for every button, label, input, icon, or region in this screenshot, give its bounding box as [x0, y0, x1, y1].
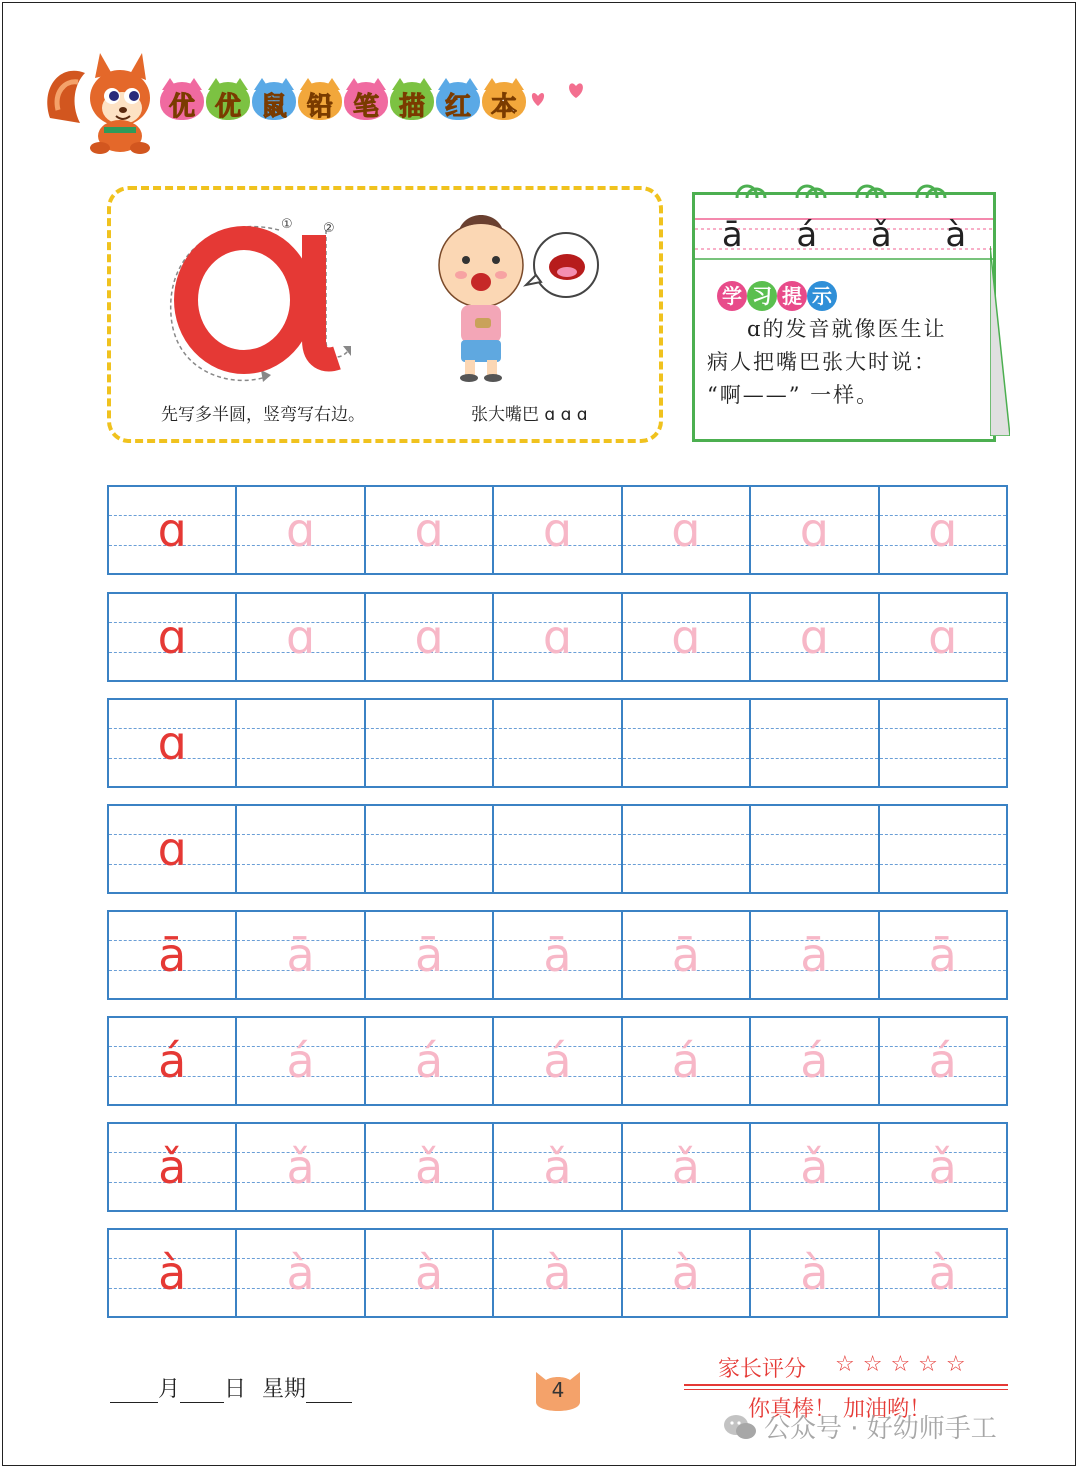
rating-stars[interactable]: ☆☆☆☆☆	[835, 1352, 974, 1377]
tip-title-char: 习	[747, 281, 777, 311]
practice-cell[interactable]	[235, 592, 365, 682]
practice-cell[interactable]	[364, 698, 494, 788]
trace-letter: ā	[671, 928, 700, 982]
tip-title-char: 提	[777, 281, 807, 311]
model-letter: à	[158, 1246, 187, 1300]
practice-cell[interactable]	[492, 698, 622, 788]
practice-cell[interactable]	[749, 485, 879, 575]
practice-cell[interactable]	[621, 1016, 751, 1106]
model-cell	[107, 1228, 237, 1318]
model-cell	[107, 1122, 237, 1212]
trace-letter: á	[414, 1034, 444, 1088]
practice-cell[interactable]	[749, 698, 879, 788]
month-blank[interactable]	[110, 1376, 158, 1403]
trace-letter: ɑ	[671, 503, 701, 557]
practice-cell[interactable]	[492, 804, 622, 894]
trace-letter: ǎ	[543, 1140, 572, 1194]
tone-4: à	[945, 215, 967, 255]
trace-letter: á	[671, 1034, 700, 1088]
tone-3: ǎ	[870, 215, 892, 255]
practice-cell[interactable]	[878, 698, 1008, 788]
boy-mouth-open-icon	[439, 215, 598, 382]
practice-cell[interactable]	[621, 1228, 751, 1318]
trace-letter: ɑ	[414, 503, 444, 557]
wechat-icon	[722, 1412, 758, 1442]
model-cell	[107, 1016, 237, 1106]
practice-cell[interactable]	[749, 804, 879, 894]
practice-cell[interactable]	[235, 910, 365, 1000]
writing-row	[107, 1016, 1008, 1106]
calendar-rings-icon	[732, 178, 962, 202]
trace-letter: á	[928, 1034, 957, 1088]
model-letter: ɑ	[157, 610, 187, 664]
title-char: 优	[160, 78, 204, 122]
model-letter: ǎ	[158, 1140, 187, 1194]
practice-cell[interactable]	[621, 1122, 751, 1212]
tone-row	[695, 215, 993, 255]
practice-cell[interactable]	[749, 1122, 879, 1212]
title-char: 本	[482, 78, 526, 122]
hearts-icon	[528, 78, 598, 118]
model-cell	[107, 485, 237, 575]
trace-letter: ǎ	[414, 1140, 444, 1194]
book-title	[160, 78, 526, 122]
stroke-caption: 先写多半圆，竖弯写右边。	[161, 405, 365, 425]
practice-cell[interactable]	[364, 592, 494, 682]
practice-cell[interactable]	[364, 1016, 494, 1106]
stroke-number-2: ②	[323, 221, 335, 236]
practice-cell[interactable]	[749, 910, 879, 1000]
practice-cell[interactable]	[235, 698, 365, 788]
day-blank[interactable]	[180, 1376, 224, 1403]
parent-eval-label: 家长评分	[718, 1357, 807, 1382]
title-char: 描	[390, 78, 434, 122]
practice-cell[interactable]	[492, 1016, 622, 1106]
trace-letter: ǎ	[671, 1140, 700, 1194]
practice-cell[interactable]	[878, 804, 1008, 894]
trace-letter: á	[543, 1034, 572, 1088]
writing-row	[107, 698, 1008, 788]
trace-letter: à	[671, 1246, 700, 1300]
praise-text: 你真棒！ 加油哟！	[748, 1397, 931, 1422]
practice-cell[interactable]	[621, 804, 751, 894]
watermark-text: 公众号 · 好幼师手工	[764, 1414, 997, 1444]
day-label: 日	[224, 1377, 247, 1402]
tip-line-1: ɑ的发音就像医生让	[747, 317, 947, 341]
practice-cell[interactable]	[492, 910, 622, 1000]
practice-cell[interactable]	[364, 1228, 494, 1318]
trace-letter: ā	[286, 928, 315, 982]
practice-cell[interactable]	[749, 1016, 879, 1106]
model-letter: ɑ	[157, 716, 187, 770]
date-line	[110, 1372, 352, 1403]
practice-cell[interactable]	[492, 592, 622, 682]
page-number: 4	[551, 1378, 565, 1402]
title-char: 笔	[344, 78, 388, 122]
trace-letter: à	[414, 1246, 444, 1300]
practice-cell[interactable]	[749, 592, 879, 682]
trace-letter: ɑ	[799, 503, 829, 557]
trace-letter: ā	[928, 928, 957, 982]
model-cell	[107, 804, 237, 894]
trace-letter: ɑ	[542, 503, 573, 557]
practice-cell[interactable]	[235, 1016, 365, 1106]
practice-cell[interactable]	[878, 1016, 1008, 1106]
practice-cell[interactable]	[364, 1122, 494, 1212]
writing-row	[107, 485, 1008, 575]
trace-letter: ǎ	[800, 1140, 829, 1194]
trace-letter: ɑ	[286, 503, 316, 557]
trace-letter: ā	[543, 928, 572, 982]
eval-divider-2	[684, 1389, 1008, 1390]
practice-cell[interactable]	[878, 592, 1008, 682]
practice-cell[interactable]	[235, 485, 365, 575]
practice-cell[interactable]	[492, 1228, 622, 1318]
writing-row	[107, 1228, 1008, 1318]
practice-cell[interactable]	[878, 910, 1008, 1000]
practice-cell[interactable]	[621, 592, 751, 682]
trace-letter: ɑ	[414, 610, 444, 664]
weekday-label: 星期	[262, 1377, 307, 1402]
model-cell	[107, 910, 237, 1000]
writing-row	[107, 1122, 1008, 1212]
study-tip-text	[707, 313, 991, 412]
mouth-caption: 张大嘴巴 ɑ ɑ ɑ	[471, 405, 588, 425]
model-letter: á	[158, 1034, 187, 1088]
month-label: 月	[158, 1377, 181, 1402]
trace-letter: ā	[800, 928, 829, 982]
model-cell	[107, 698, 237, 788]
trace-letter: ǎ	[928, 1140, 957, 1194]
squirrel-mascot-icon	[40, 48, 165, 158]
trace-letter: à	[928, 1246, 957, 1300]
trace-letter: á	[286, 1034, 315, 1088]
trace-letter: à	[286, 1246, 315, 1300]
practice-cell[interactable]	[621, 910, 751, 1000]
trace-letter: ā	[414, 928, 444, 982]
practice-cell[interactable]	[364, 910, 494, 1000]
practice-cell[interactable]	[492, 485, 622, 575]
stroke-guide-down	[326, 230, 349, 357]
trace-letter: ɑ	[542, 610, 573, 664]
trace-letter: ǎ	[286, 1140, 315, 1194]
trace-letter: ɑ	[671, 610, 701, 664]
card-fold	[990, 246, 1010, 436]
practice-cell[interactable]	[621, 698, 751, 788]
trace-letter: à	[543, 1246, 572, 1300]
practice-cell[interactable]	[878, 485, 1008, 575]
practice-cell[interactable]	[878, 1122, 1008, 1212]
writing-row	[107, 592, 1008, 682]
title-char: 优	[206, 78, 250, 122]
trace-letter: ɑ	[799, 610, 829, 664]
tips-calendar-card	[692, 186, 997, 442]
practice-cell[interactable]	[235, 804, 365, 894]
tip-title-char: 示	[807, 281, 837, 311]
title-char: 铅	[298, 78, 342, 122]
trace-letter: ɑ	[928, 503, 958, 557]
practice-cell[interactable]	[364, 485, 494, 575]
stroke-demo-box	[107, 186, 663, 443]
model-cell	[107, 592, 237, 682]
model-letter: ɑ	[157, 822, 187, 876]
practice-cell[interactable]	[621, 485, 751, 575]
trace-letter: ɑ	[286, 610, 316, 664]
title-char: 鼠	[252, 78, 296, 122]
practice-cell[interactable]	[878, 1228, 1008, 1318]
stroke-number-1: ①	[281, 217, 293, 232]
study-tip-title	[717, 281, 837, 311]
weekday-blank[interactable]	[306, 1376, 352, 1403]
tip-line-3: “啊——” 一样。	[707, 383, 880, 407]
watermark	[722, 1408, 997, 1445]
practice-cell[interactable]	[364, 804, 494, 894]
tip-line-2: 病人把嘴巴张大时说：	[707, 350, 937, 374]
eval-divider	[684, 1384, 1008, 1386]
practice-cell[interactable]	[235, 1122, 365, 1212]
big-letter-a-icon	[186, 235, 337, 362]
title-char: 红	[436, 78, 480, 122]
practice-cell[interactable]	[749, 1228, 879, 1318]
trace-letter: à	[800, 1246, 829, 1300]
writing-row	[107, 804, 1008, 894]
tip-title-char: 学	[717, 281, 747, 311]
model-letter: ā	[158, 928, 187, 982]
trace-letter: á	[800, 1034, 829, 1088]
practice-cell[interactable]	[235, 1228, 365, 1318]
practice-cell[interactable]	[492, 1122, 622, 1212]
model-letter: ɑ	[157, 503, 187, 557]
writing-row	[107, 910, 1008, 1000]
tone-1: ā	[721, 215, 743, 255]
tone-2: á	[796, 215, 818, 255]
trace-letter: ɑ	[928, 610, 958, 664]
